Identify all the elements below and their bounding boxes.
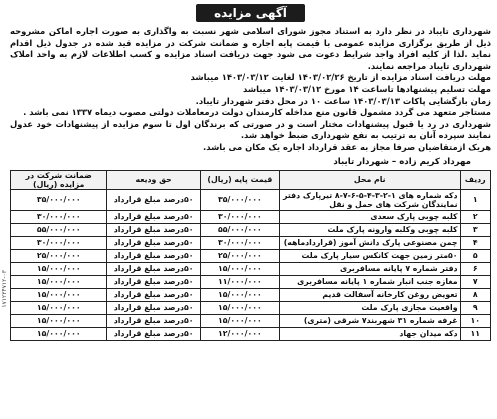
row-number: ۳ [460, 223, 490, 236]
row-number: ۶ [460, 262, 490, 275]
place-name: چمن مصنوعی پارک دانش آموز (قراردادماهه) [279, 236, 460, 249]
guarantee: ۱۵/۰۰۰/۰۰۰ [11, 327, 107, 340]
fee: ۵۰درصد مبلغ قرارداد [107, 223, 200, 236]
fee: ۵۰درصد مبلغ قرارداد [107, 189, 200, 210]
fee: ۵۰درصد مبلغ قرارداد [107, 301, 200, 314]
place-name: دفتر شماره ۷ پایانه مسافربری [279, 262, 460, 275]
intro-paragraph: شهرداری تایباد در نظر دارد به استناد مجوز شورای اسلامی شهر نسبت به واگذاری به صورت اجاره اماکن مشروحه ذیل از طریق برگزاری مزایده عمومی با قیمت پایه اجاره و ضمانت شرکت در مزایده قید شده در جدول ذیل اقدام نماید .لذا از کلیه افراد واجد شرایط دعوت می شود جهت دریافت اسناد مزایده و کسب اطلاعات لازم به واحد املاک شهرداری تایباد مراجعه نمایند. [10, 26, 491, 71]
place-name: دکه شماره های ۱-۲-۳-۴-۵-۶-۷-۸ تیرپارک دفتر نمایندگان شرکت های حمل و نقل [279, 189, 460, 210]
base-price: ۵۵/۰۰۰/۰۰۰ [200, 223, 279, 236]
row-number: ۴ [460, 236, 490, 249]
row-number: ۱ [460, 189, 490, 210]
base-price: ۳۰/۰۰۰/۰۰۰ [200, 236, 279, 249]
conflict-clause: مستاجر متعهد می گردد مشمول قانون منع مداخله کارمندان دولت درمعاملات دولتی مصوب دیماه ۱۳۳۷ نمی باشد . [23, 107, 491, 118]
table-header-row [11, 170, 491, 189]
single-contract-clause: هریک ازمتقاضیان صرفا مجاز به عقد قرارداد اجاره یک مکان می باشد. [203, 141, 491, 152]
base-price: ۲۵/۰۰۰/۰۰۰ [200, 249, 279, 262]
opening-time: زمان بازگشایی پاکات ۱۴۰۳/۰۳/۱۳ ساعت ۱۰ در محل دفتر شهردار تایباد. [195, 95, 491, 106]
place-name: غرفه شماره ۳۱ شهربند۷ شرقی (متری) [279, 314, 460, 327]
base-price: ۱۵/۰۰۰/۰۰۰ [200, 262, 279, 275]
fee: ۵۰درصد مبلغ قرارداد [107, 327, 200, 340]
submission-deadline: مهلت تسلیم پیشنهادها تاساعت ۱۴ مورخ ۱۴۰۳/۰۳/۱۲ میباشد [243, 83, 491, 94]
fee: ۵۰درصد مبلغ قرارداد [107, 249, 200, 262]
fee: ۵۰درصد مبلغ قرارداد [107, 275, 200, 288]
guarantee: ۱۵/۰۰۰/۰۰۰ [11, 314, 107, 327]
base-price: ۳۵/۰۰۰/۰۰۰ [200, 189, 279, 210]
place-name: کلبه چوبی وکلبه وارونه پارک ملت [279, 223, 460, 236]
row-number: ۷ [460, 275, 490, 288]
table-row [11, 288, 491, 301]
guarantee: ۲۵/۰۰۰/۰۰۰ [11, 249, 107, 262]
base-price: ۱۵/۰۰۰/۰۰۰ [200, 288, 279, 301]
auction-table [10, 170, 491, 341]
fee: ۵۰درصد مبلغ قرارداد [107, 262, 200, 275]
guarantee: ۳۰/۰۰۰/۰۰۰ [11, 236, 107, 249]
guarantee: ۵۵/۰۰۰/۰۰۰ [11, 223, 107, 236]
place-name: تعویض روغن کارخانه آسفالت قدیم [279, 288, 460, 301]
notice-body [10, 26, 491, 154]
header-place: نام محل [279, 170, 460, 189]
title-bar [10, 4, 491, 22]
base-price: ۱۵/۰۰۰/۰۰۰ [200, 301, 279, 314]
fee: ۵۰درصد مبلغ قرارداد [107, 314, 200, 327]
place-name: مغازه جنب انبار شماره ۱ پایانه مسافربری [279, 275, 460, 288]
notice-title: آگهی مزایده [196, 4, 305, 22]
header-guarantee: ضمانت شرکت در مزایده (ریال) [11, 170, 107, 189]
table-row [11, 262, 491, 275]
place-name: کلبه چوبی پارک سعدی [279, 210, 460, 223]
guarantee: ۱۵/۰۰۰/۰۰۰ [11, 275, 107, 288]
row-number: ۹ [460, 301, 490, 314]
base-price: ۱۱/۰۰۰/۰۰۰ [200, 275, 279, 288]
fee: ۵۰درصد مبلغ قرارداد [107, 236, 200, 249]
table-row [11, 236, 491, 249]
table-row [11, 210, 491, 223]
guarantee: ۳۰/۰۰۰/۰۰۰ [11, 210, 107, 223]
rejection-clause: شهرداری در رد یا قبول پیشنهادات مختار است و در صورتی که برندگان اول تا سوم مزایده از پیشنهادات خود عدول نمایند سپرده آنان به ترتیب به نفع شهرداری ضبط خواهد شد. [10, 118, 491, 141]
row-number: ۱۰ [460, 314, 490, 327]
side-code: ۱۷۱۲۳۴۷۱۲-۰۳ [1, 270, 8, 308]
fee: ۵۰درصد مبلغ قرارداد [107, 210, 200, 223]
row-number: ۲ [460, 210, 490, 223]
guarantee: ۱۵/۰۰۰/۰۰۰ [11, 301, 107, 314]
document-deadline: مهلت دریافت اسناد مزایده از تاریخ ۱۴۰۳/۰۲/۲۶ لغایت ۱۴۰۳/۰۳/۱۲ میباشد [190, 72, 491, 83]
base-price: ۱۵/۰۰۰/۰۰۰ [200, 314, 279, 327]
header-row-number: ردیف [460, 170, 490, 189]
table-row [11, 301, 491, 314]
mayor-signature: مهرداد کریم زاده – شهردار تایباد [333, 156, 471, 167]
table-row [11, 327, 491, 340]
header-fee: حق ودیعه [107, 170, 200, 189]
base-price: ۳۰/۰۰۰/۰۰۰ [200, 210, 279, 223]
fee: ۵۰درصد مبلغ قرارداد [107, 288, 200, 301]
guarantee: ۱۵/۰۰۰/۰۰۰ [11, 262, 107, 275]
place-name: واقعیت مجازی پارک ملت [279, 301, 460, 314]
table-row [11, 275, 491, 288]
row-number: ۱۱ [460, 327, 490, 340]
table-row [11, 249, 491, 262]
header-base-price: قیمت پایه (ریال) [200, 170, 279, 189]
table-row [11, 314, 491, 327]
guarantee: ۱۵/۰۰۰/۰۰۰ [11, 288, 107, 301]
base-price: ۱۲/۰۰۰/۰۰۰ [200, 327, 279, 340]
table-row [11, 223, 491, 236]
table-row [11, 189, 491, 210]
guarantee: ۳۵/۰۰۰/۰۰۰ [11, 189, 107, 210]
place-name: دکه میدان جهاد [279, 327, 460, 340]
row-number: ۵ [460, 249, 490, 262]
row-number: ۸ [460, 288, 490, 301]
place-name: ۵۰متر زمین جهت کانکس سیار پارک ملت [279, 249, 460, 262]
